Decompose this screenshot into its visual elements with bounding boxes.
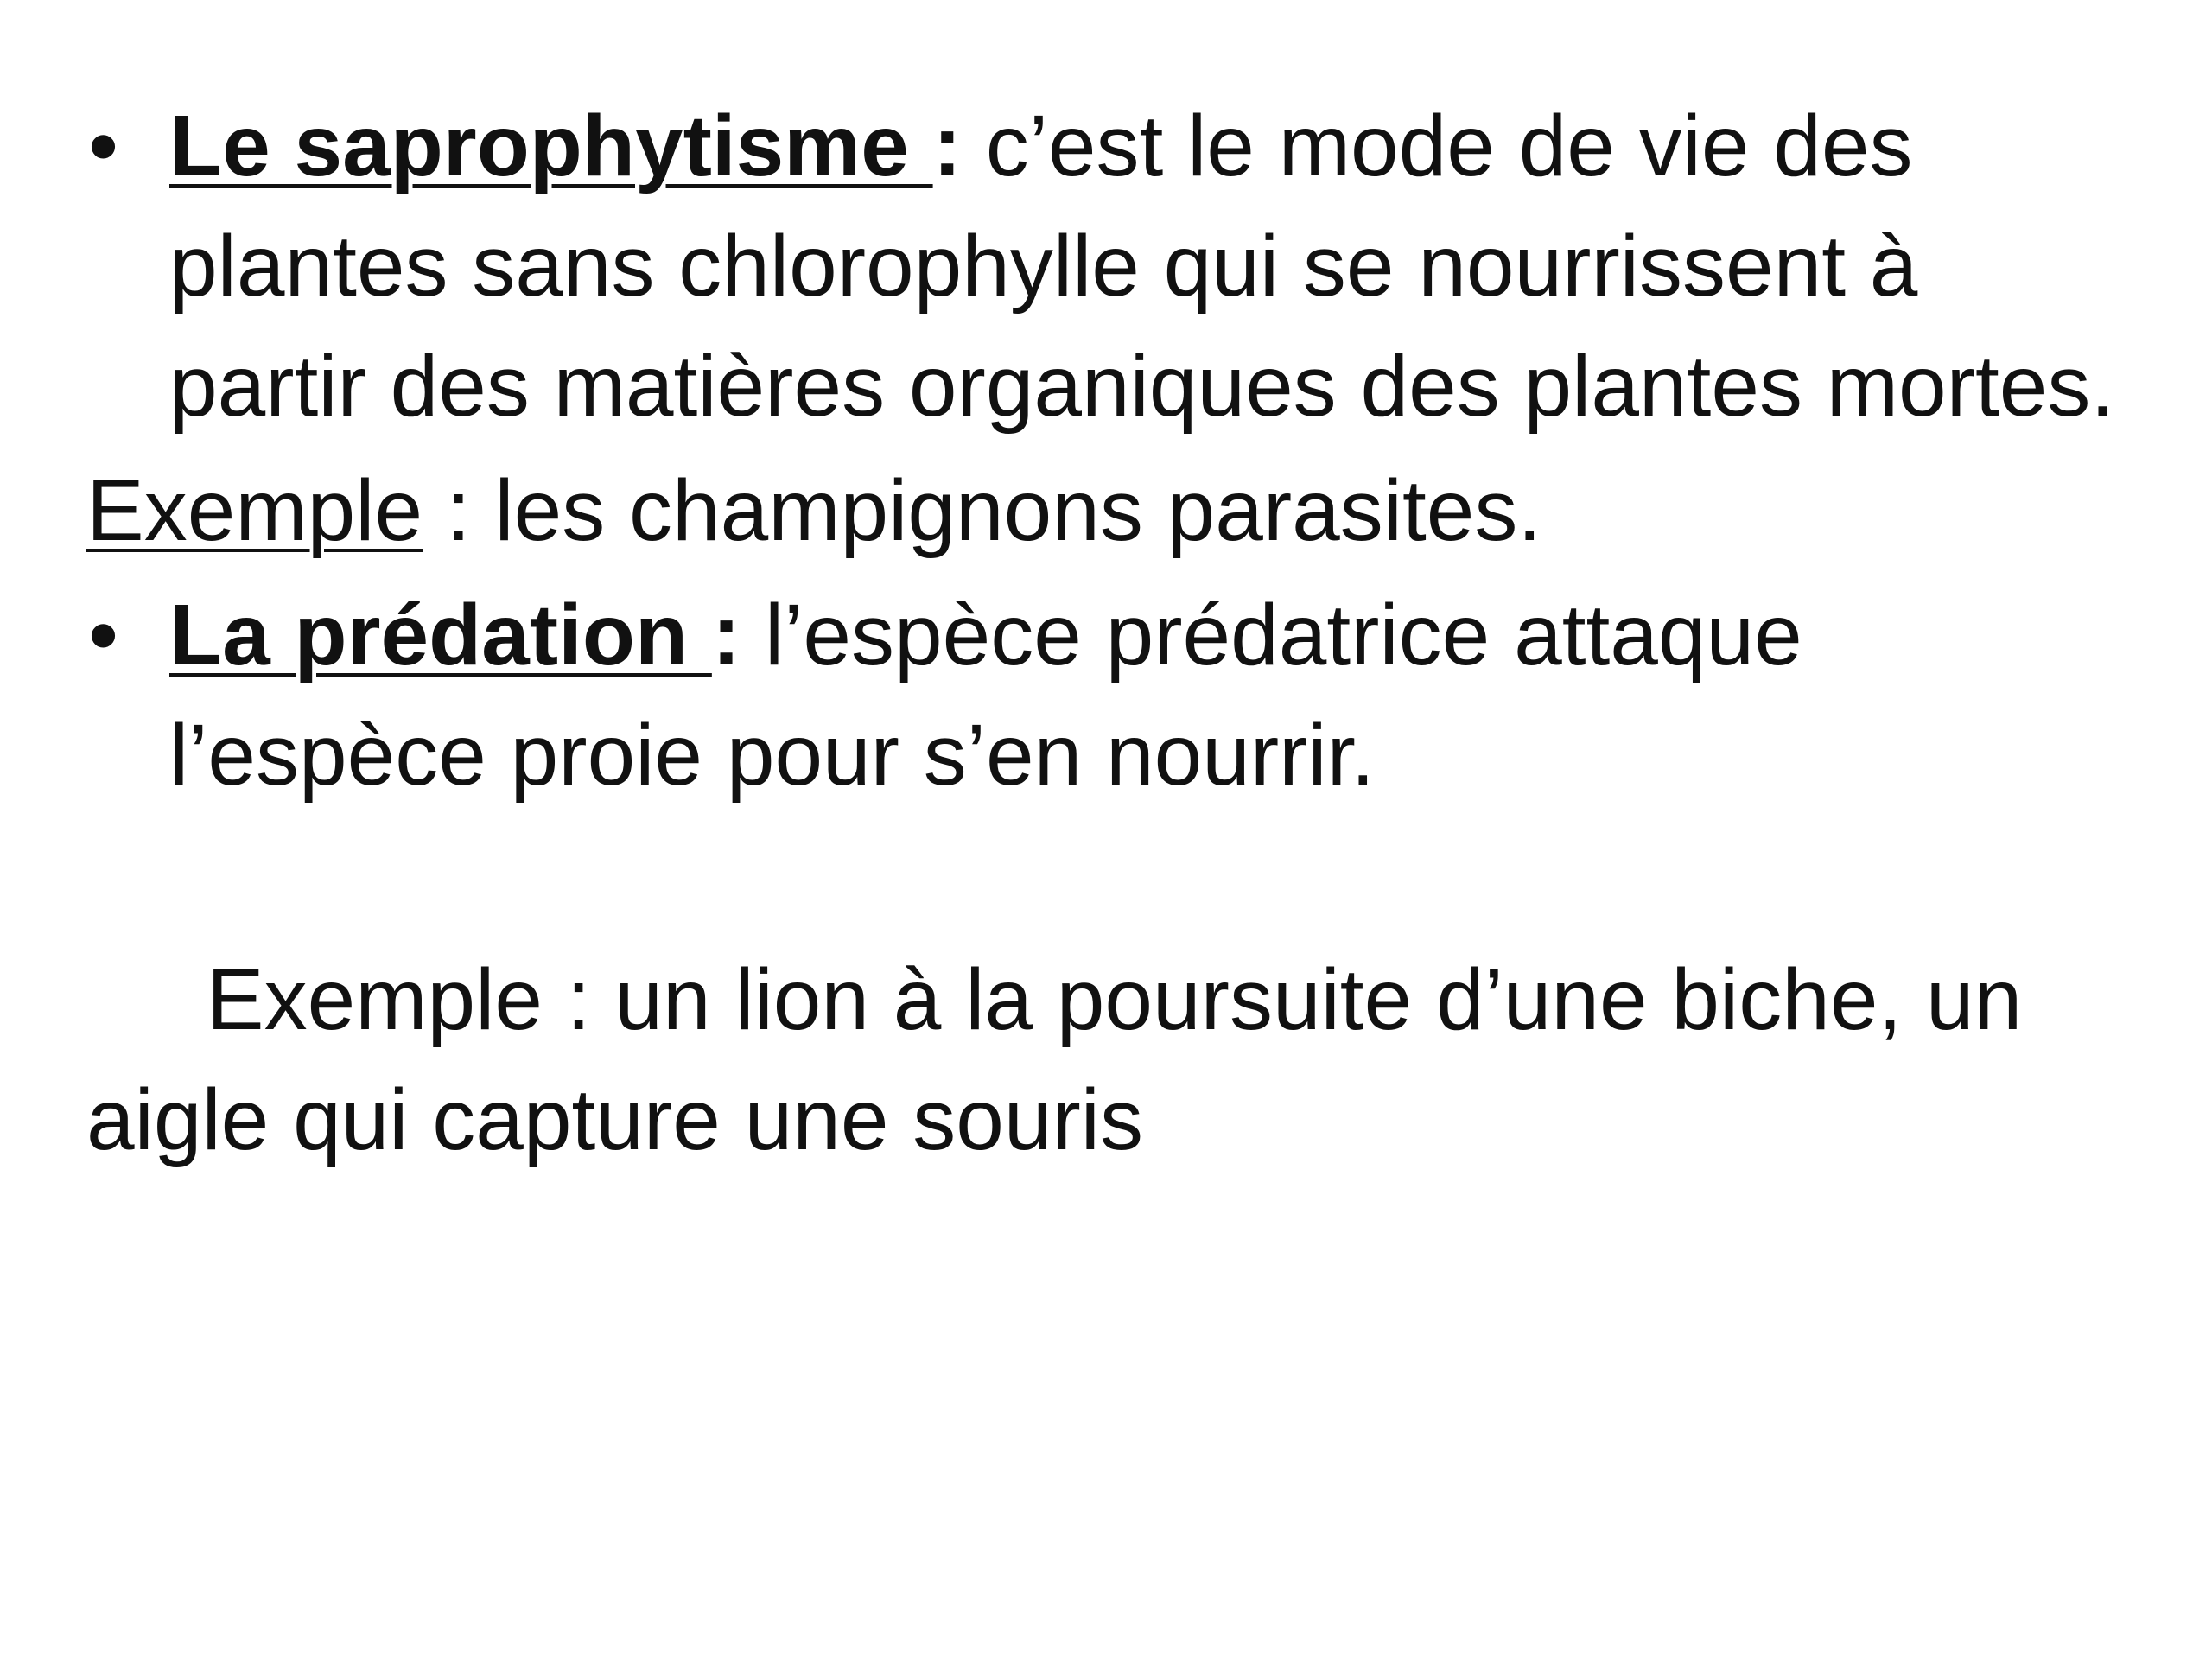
example-saprophytisme: [86, 451, 2126, 571]
bullet-text: [169, 575, 2122, 816]
example-predation: [86, 820, 2091, 1300]
definition-predation: l’espèce prédatrice attaque l’espèce proie pour s’en nourrir.: [169, 587, 1802, 804]
bullet-text: [169, 86, 2122, 447]
bullet-predation: [86, 575, 2126, 816]
bullet-saprophytisme: [86, 86, 2126, 447]
example-text: Exemple : un lion à la poursuite d’une biche, un aigle qui capture une souris: [86, 951, 2047, 1168]
definition-saprophytisme: c’est le mode de vie des plantes sans chlorophylle qui se nourrissent à partir des matières organiques des plantes mortes.: [169, 98, 2115, 435]
bullet-dot: •: [88, 98, 119, 194]
term-colon: :: [932, 98, 962, 194]
bullet-dot: •: [88, 587, 119, 683]
term-colon: :: [711, 587, 741, 683]
example-label: Exemple: [86, 462, 423, 559]
term-saprophytisme: Le saprophytisme: [169, 98, 933, 194]
example-text: : les champignons parasites.: [423, 462, 1542, 559]
term-predation: La prédation: [169, 587, 712, 683]
